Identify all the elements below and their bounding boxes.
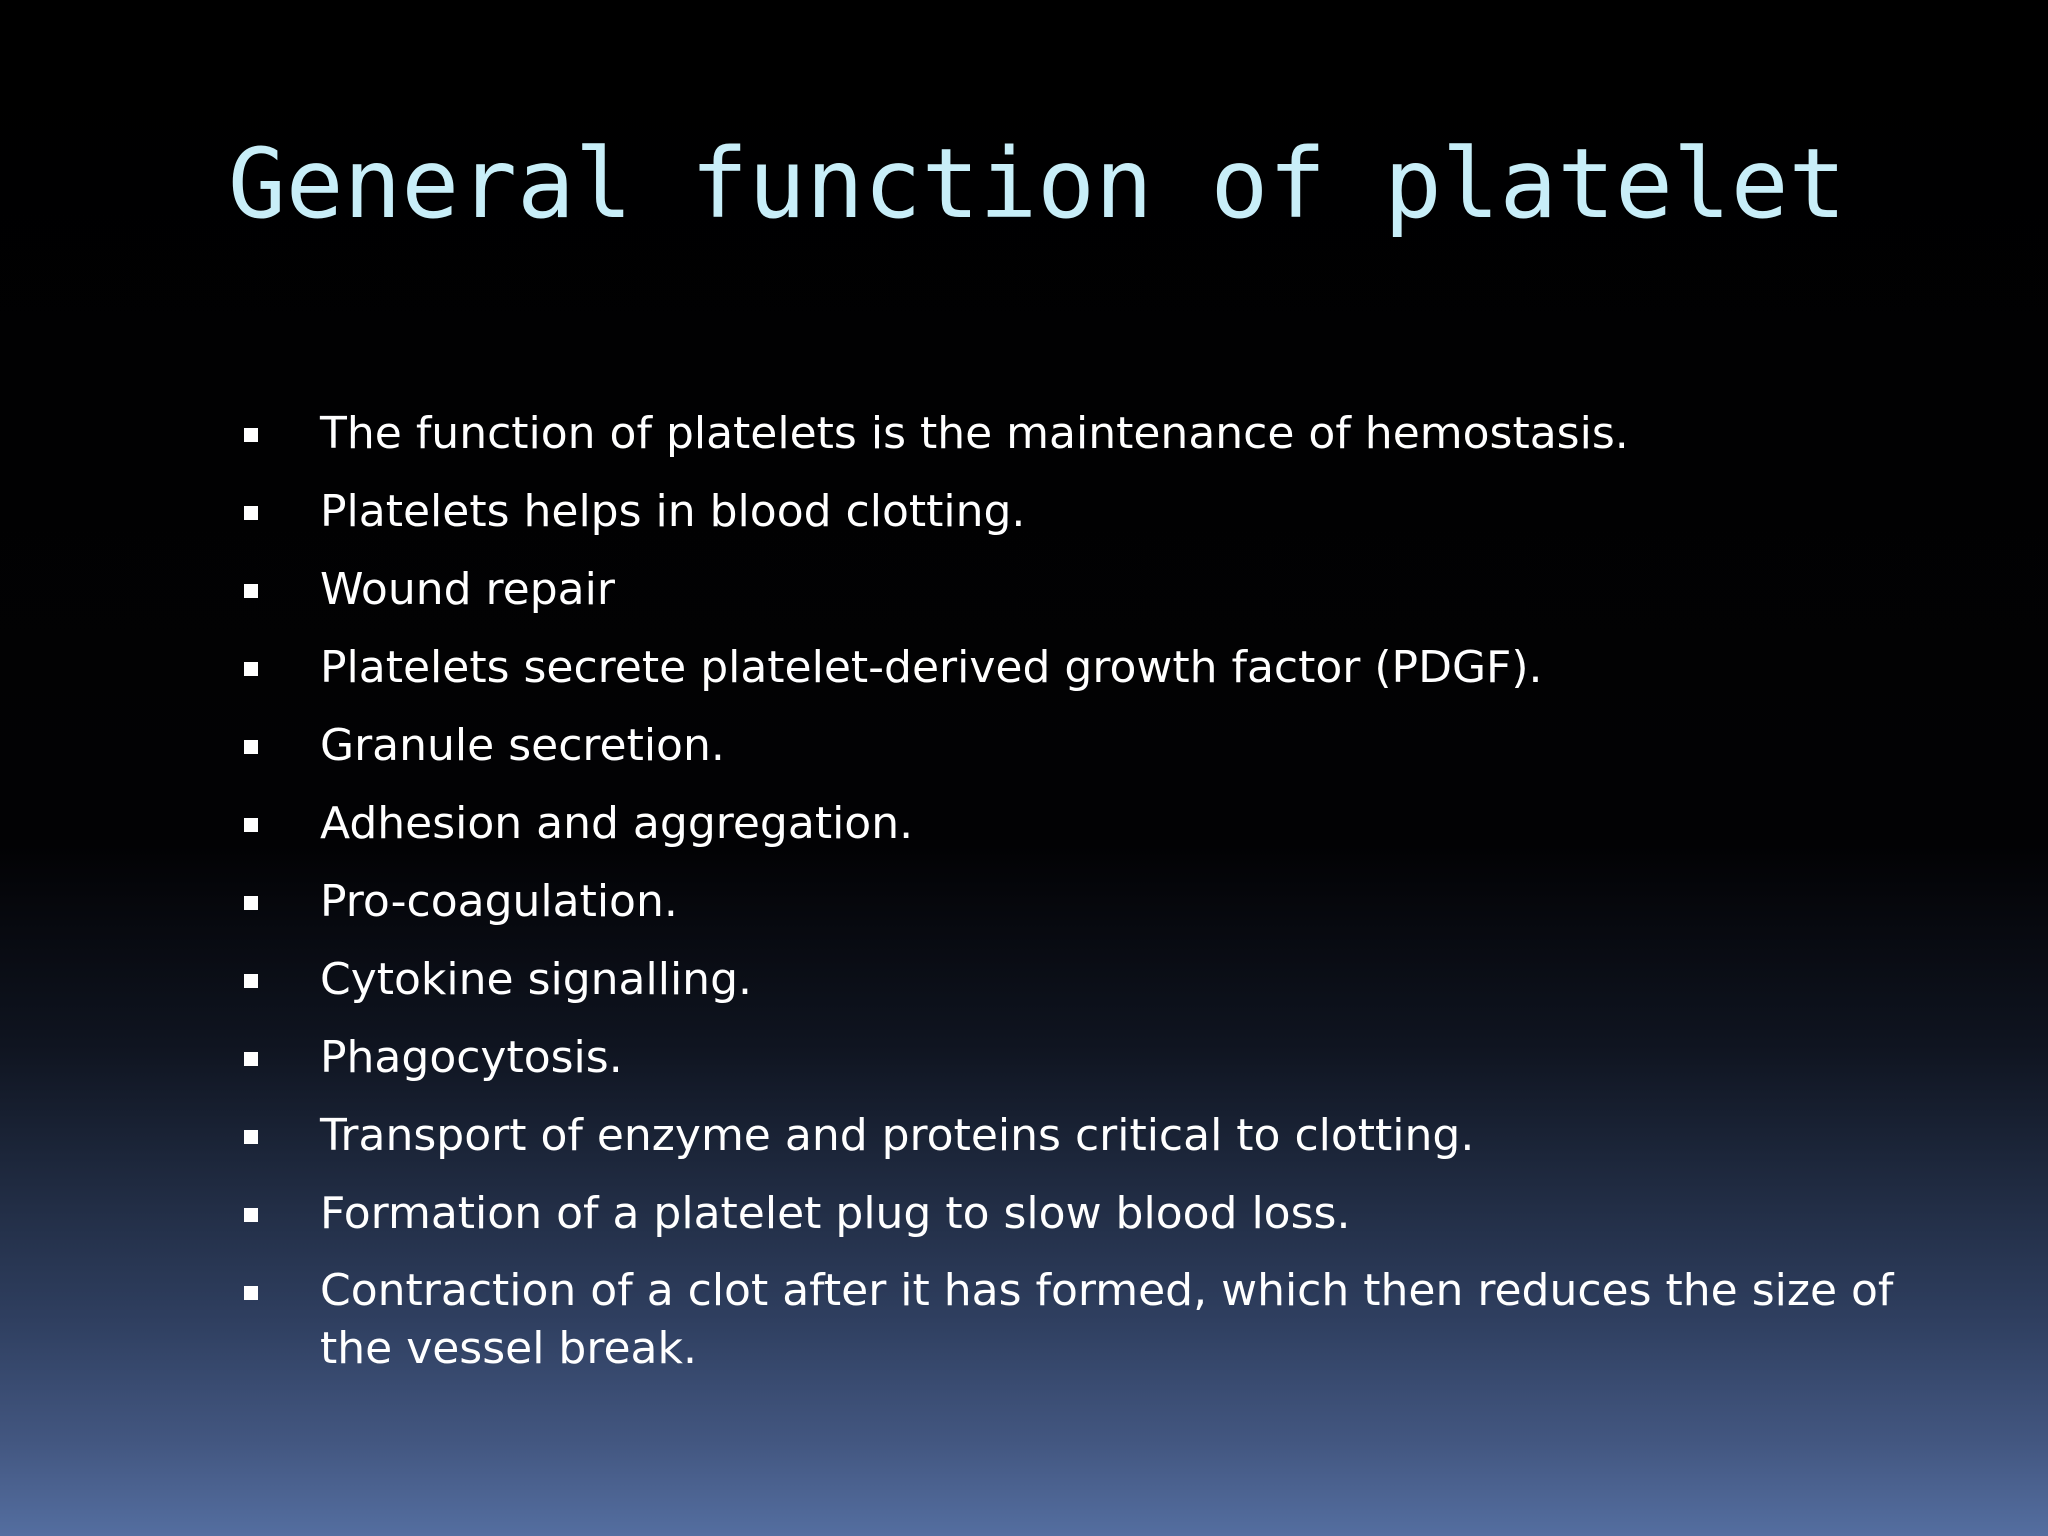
square-bullet-icon [244, 1286, 258, 1300]
square-bullet-icon [244, 1208, 258, 1222]
square-bullet-icon [244, 818, 258, 832]
square-bullet-icon [244, 740, 258, 754]
bullet-text: Formation of a platelet plug to slow blood loss. [320, 1188, 1351, 1239]
bullet-text: Adhesion and aggregation. [320, 798, 914, 849]
square-bullet-icon [244, 896, 258, 910]
bullet-item [240, 716, 1920, 776]
square-bullet-icon [244, 662, 258, 676]
bullet-item [240, 1184, 1920, 1244]
square-bullet-icon [244, 1052, 258, 1066]
bullet-text: Wound repair [320, 564, 615, 615]
bullet-item [240, 404, 1920, 464]
bullet-text: Cytokine signalling. [320, 954, 752, 1005]
bullet-text: The function of platelets is the maintenance of hemostasis. [320, 408, 1629, 459]
square-bullet-icon [244, 506, 258, 520]
bullet-item [240, 1028, 1920, 1088]
square-bullet-icon [244, 584, 258, 598]
bullet-item [240, 482, 1920, 542]
bullet-item [240, 560, 1920, 620]
bullet-text: Pro-coagulation. [320, 876, 678, 927]
bullet-item [240, 638, 1920, 698]
bullet-text: Platelets secrete platelet-derived growth factor (PDGF). [320, 642, 1543, 693]
bullet-text: Transport of enzyme and proteins critical to clotting. [320, 1110, 1475, 1161]
bullet-text: Phagocytosis. [320, 1032, 623, 1083]
bullet-item [240, 950, 1920, 1010]
bullet-text: Contraction of a clot after it has formed, which then reduces the size of the vessel break. [320, 1265, 1894, 1374]
bullet-item [240, 872, 1920, 932]
bullet-item [240, 794, 1920, 854]
bullet-text: Platelets helps in blood clotting. [320, 486, 1026, 537]
bullet-item [240, 1106, 1920, 1166]
slide-title: General function of platelet [228, 128, 1847, 240]
square-bullet-icon [244, 428, 258, 442]
square-bullet-icon [244, 974, 258, 988]
square-bullet-icon [244, 1130, 258, 1144]
bullet-list [240, 404, 1920, 1396]
bullet-text: Granule secretion. [320, 720, 725, 771]
bullet-item [240, 1262, 1920, 1378]
